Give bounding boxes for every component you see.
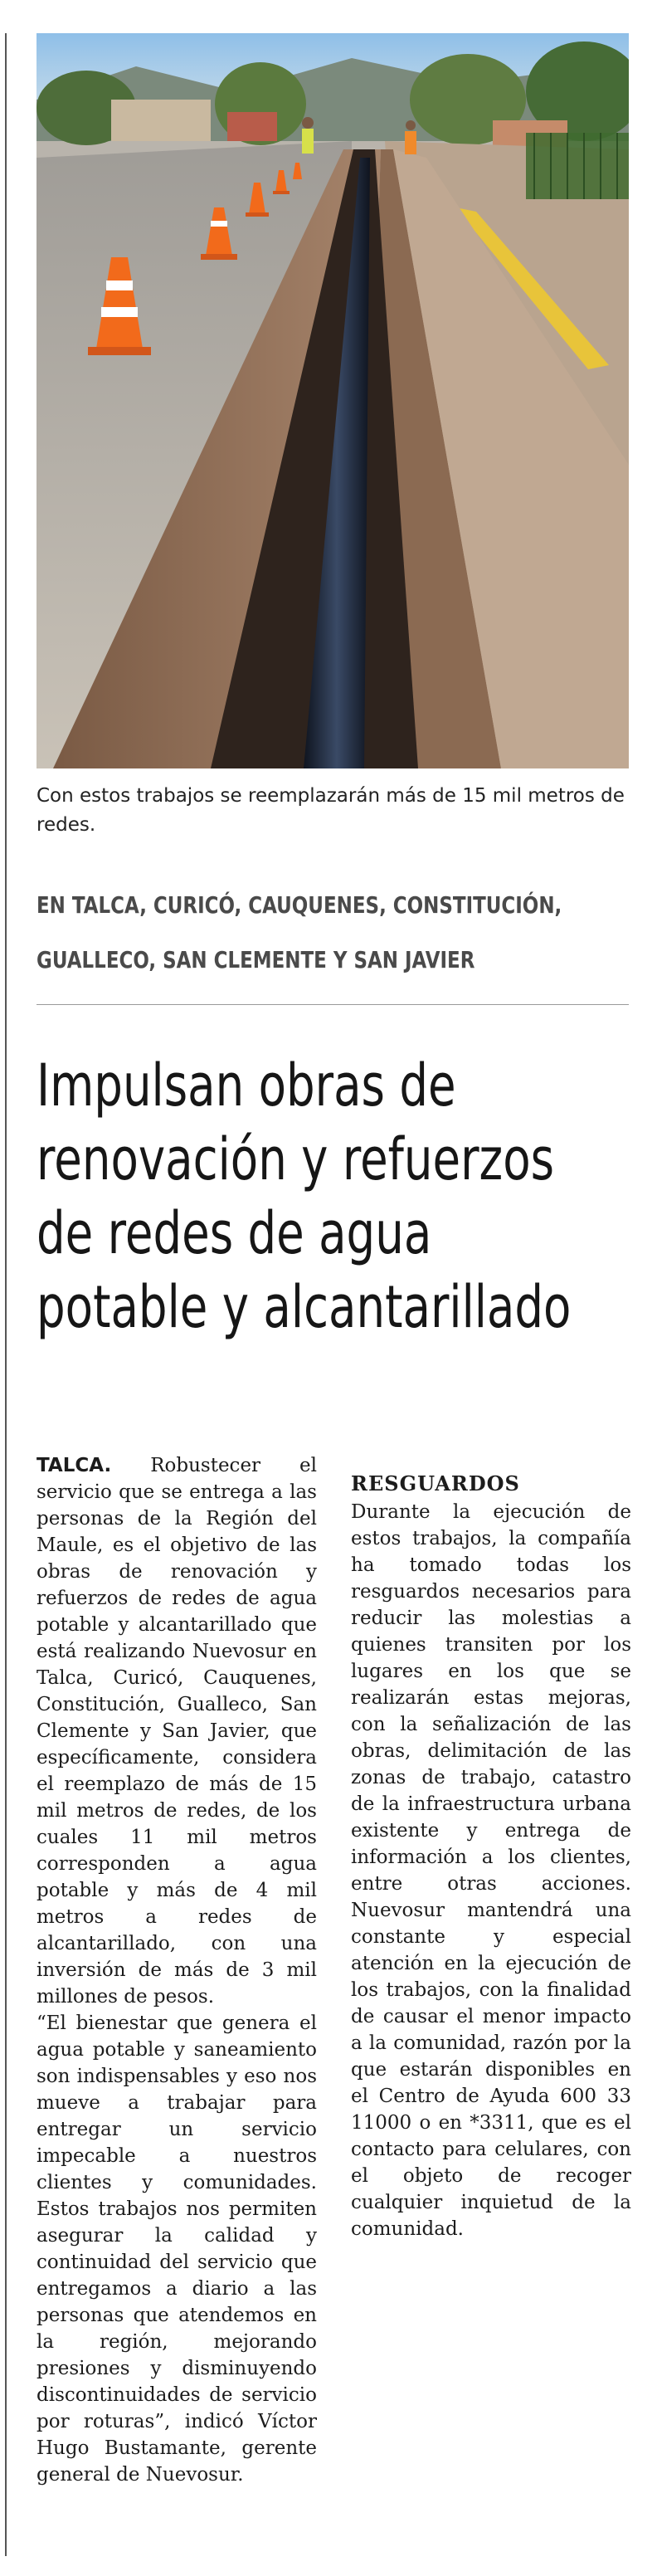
kicker xyxy=(36,878,562,988)
kicker-line-2: GUALLECO, SAN CLEMENTE Y SAN JAVIER xyxy=(36,946,475,973)
kicker-line-1: EN TALCA, CURICÓ, CAUQUENES, CONSTITUCIÓN, xyxy=(36,891,562,919)
headline-line-4: potable y alcantarillado xyxy=(36,1273,572,1341)
article-column-right xyxy=(351,1452,631,2242)
section-divider xyxy=(36,1004,629,1005)
body-paragraph-2: “El bienestar que genera el agua potable y saneamiento son indispensables y eso nos mueve a trabajar para entregar un servicio impecable a nuestros clientes y comunidades. Estos trabajos nos permiten asegurar la calidad y continuidad del servicio que entregamos a diario a las personas que atendemos en la región, mejorando presiones y disminuyendo discontinuidades de servicio por roturas”, indicó Víctor Hugo Bustamante, gerente general de Nuevosur. xyxy=(36,2013,317,2486)
body-paragraph-3: Durante la ejecución de estos trabajos, la compañía ha tomado todas los resguardos necesarios para reducir las molestias a quienes transiten por los lugares en los que se realizarán estas mejoras, con la señalización de las obras, delimitación de las zonas de trabajo, catastro de la infraestructura urbana existente y entrega de información a los clientes, entre otras acciones. Nuevosur mantendrá una constante y especial atención en la ejecución de los trabajos, con la finalidad de causar el menor impacto a la comunidad, razón por la que estarán disponibles en el Centro de Ayuda 600 33 11000 o en *3311, que es el contacto para celulares, con el objeto de recoger cualquier inquietud de la comunidad. xyxy=(351,1501,631,2240)
body-paragraph-1 xyxy=(36,1452,317,2010)
headline-line-1: Impulsan obras de xyxy=(36,1051,456,1120)
photo-caption: Con estos trabajos se reemplazarán más de 15 mil metros de redes. xyxy=(36,785,625,836)
section-subhead: RESGUARDOS xyxy=(351,1471,520,1495)
headline-line-3: de redes de agua xyxy=(36,1199,432,1267)
dateline: TALCA. xyxy=(36,1455,112,1476)
headline-line-2: renovación y refuerzos xyxy=(36,1125,555,1193)
article-column-left xyxy=(36,1452,317,2488)
headline xyxy=(36,1049,572,1344)
body-paragraph-1-text: Robustecer el servicio que se entrega a las personas de la Región del Maule, es el objetivo de las obras de renovación y refuerzos de redes de agua potable y alcantarillado que está realizando Nuevosur en Talca, Curicó, Cauquenes, Constitución, Gualleco, San Clemente y San Javier, que específicamente, considera el reemplazo de más de 15 mil metros de redes, de los cuales 11 mil metros corresponden a agua potable y más de 4 mil metros a redes de alcantarillado, con una inversión de más de 3 mil millones de pesos. xyxy=(36,1455,318,2008)
trench-excavation-photo xyxy=(36,33,629,768)
page-edge-rule xyxy=(5,33,7,2556)
article-photo xyxy=(36,33,629,768)
